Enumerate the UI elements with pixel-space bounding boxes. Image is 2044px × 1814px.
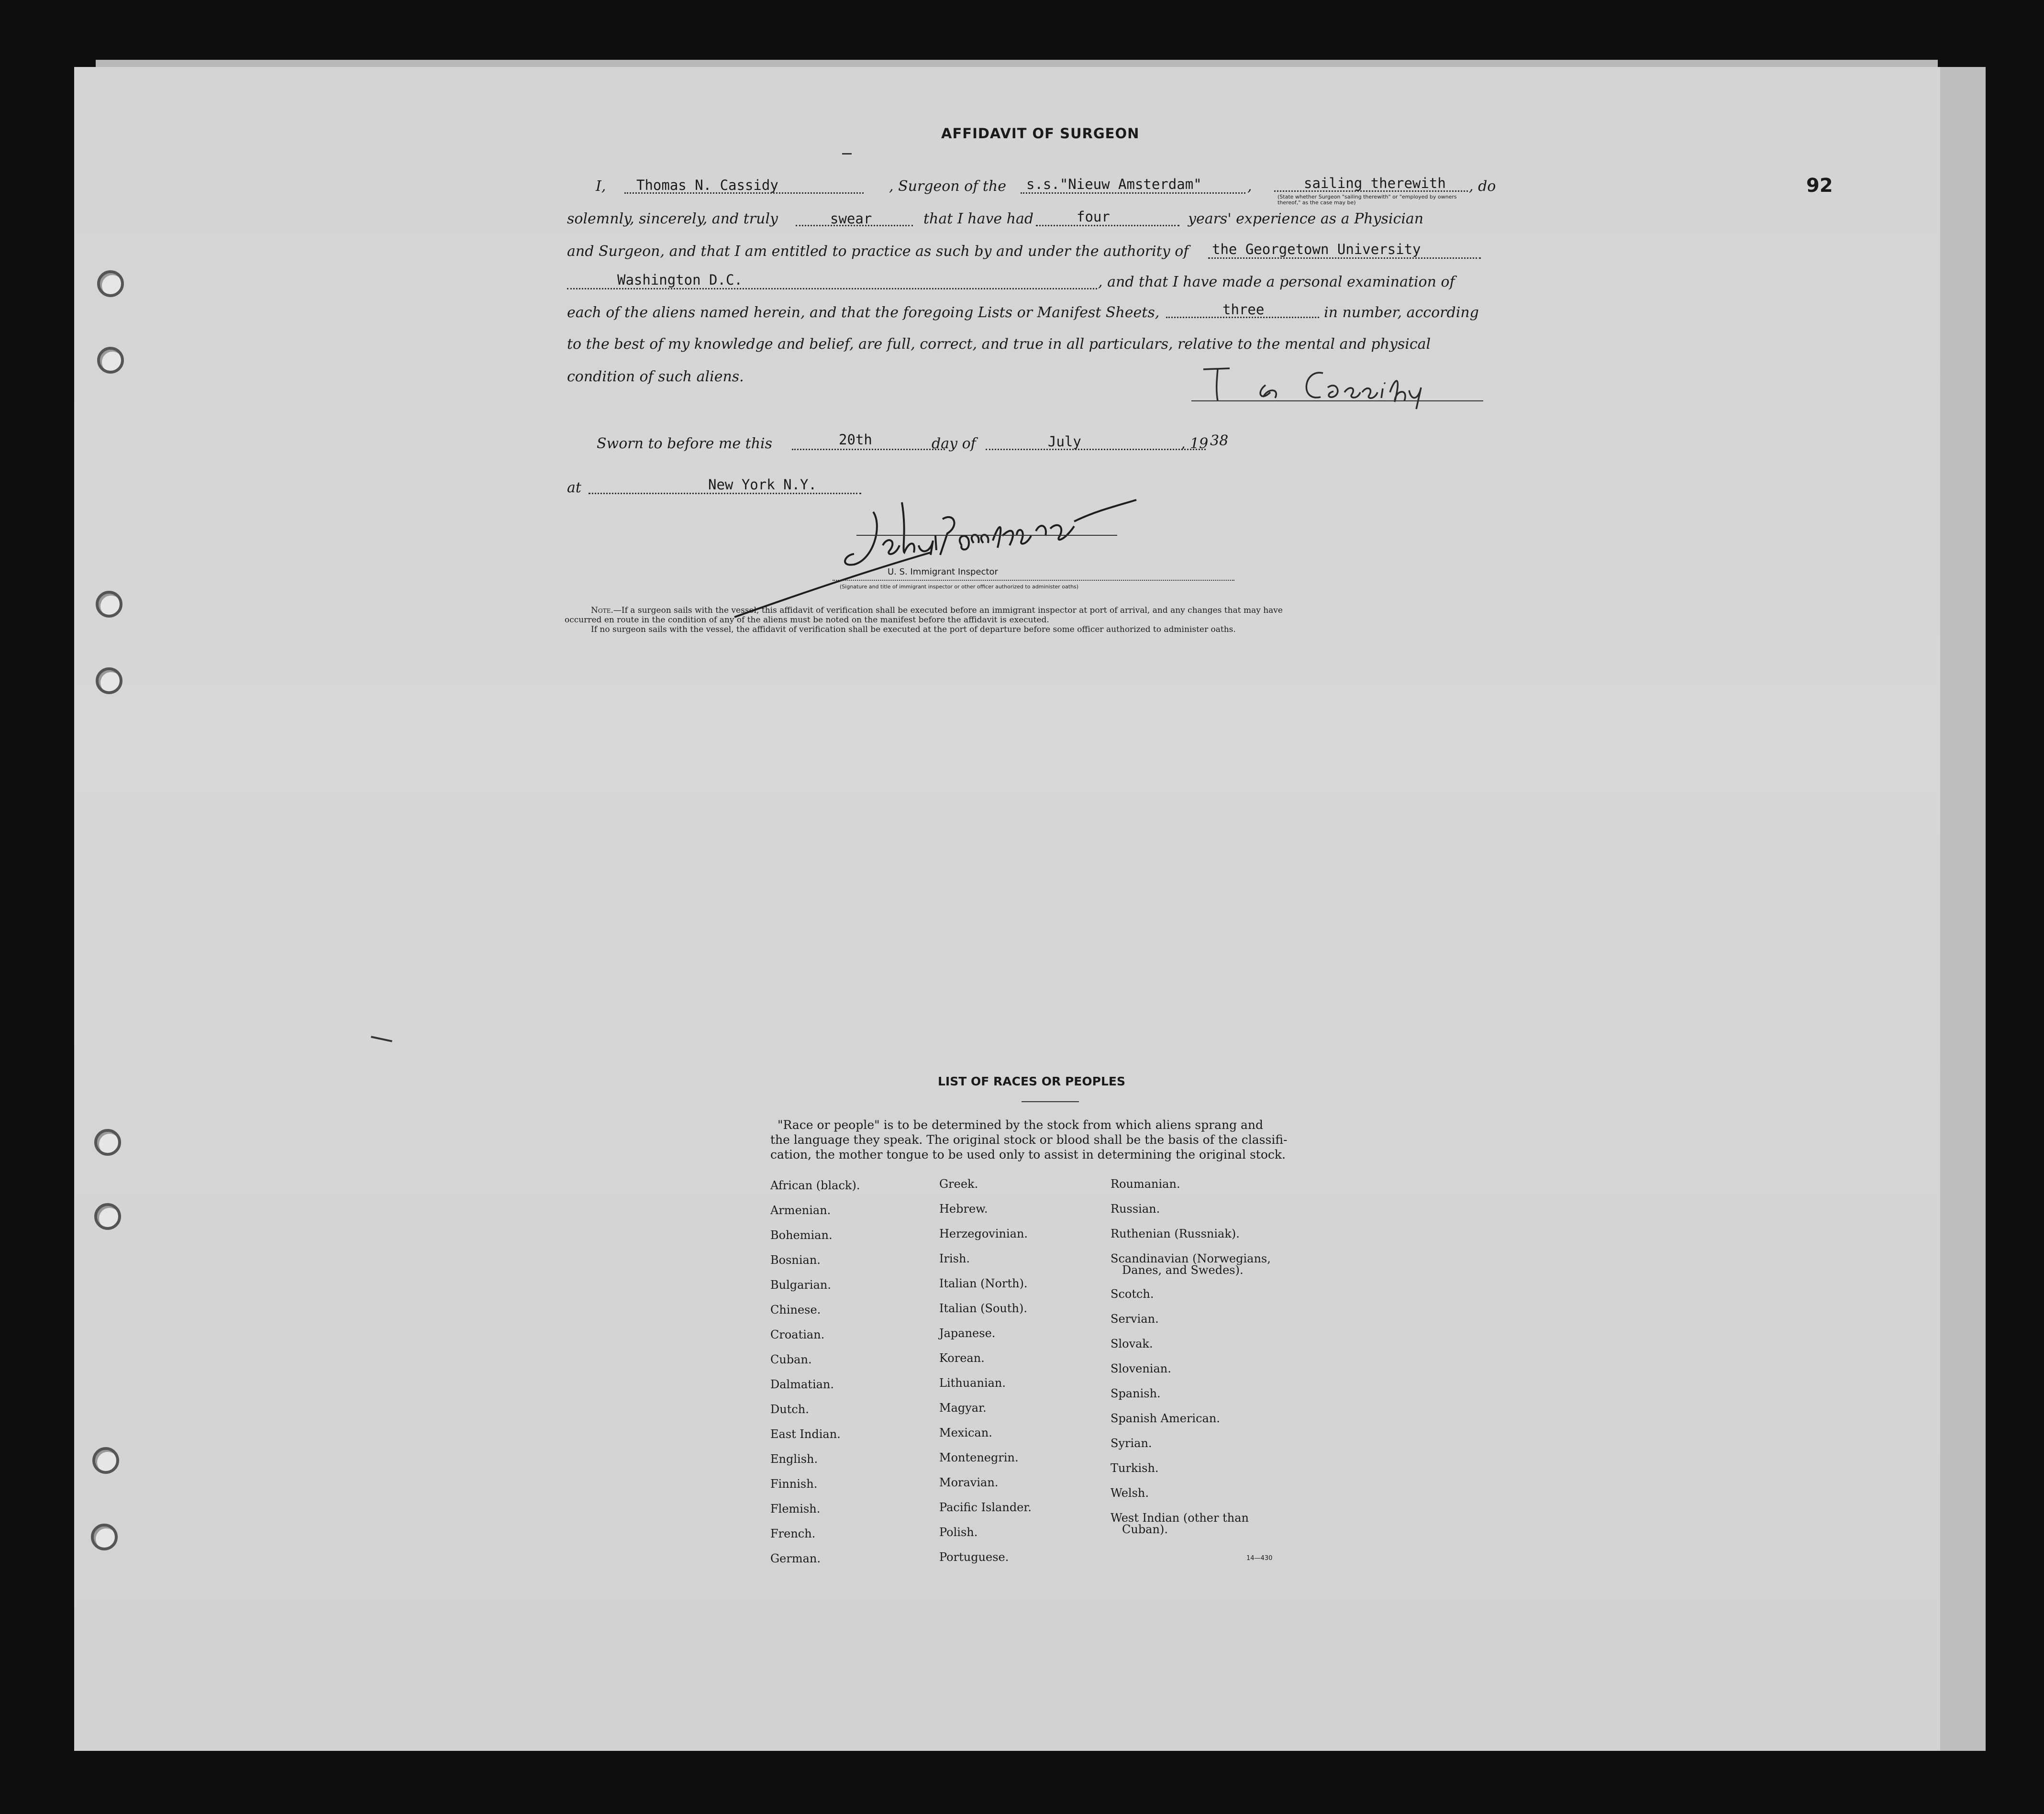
vessel-comma: ,	[1247, 178, 1252, 195]
surgeon-name: Thomas N. Cassidy	[636, 177, 778, 193]
affidavit-title: AFFIDAVIT OF SURGEON	[941, 125, 1140, 142]
inspector-caption: (Signature and title of immigrant inspector or other officer authorized to administer oaths)	[840, 584, 1079, 590]
form-number: 14—430	[1246, 1555, 1273, 1562]
condition-text: condition of such aliens.	[567, 368, 744, 385]
manifest-sheets-text: each of the aliens named herein, and that the foregoing Lists or Manifest Sheets,	[567, 304, 1160, 321]
sailing-line	[1274, 190, 1468, 192]
race-item: Hebrew.	[939, 1202, 988, 1216]
stray-mark	[371, 1036, 392, 1042]
race-item: Japanese.	[939, 1327, 996, 1340]
authority-line	[1208, 257, 1481, 259]
race-item: Greek.	[939, 1177, 978, 1191]
binder-hole-icon	[96, 591, 122, 618]
race-item: Moravian.	[939, 1476, 999, 1489]
race-item: Ruthenian (Russniak).	[1111, 1227, 1240, 1240]
day-of-text: day of	[932, 435, 976, 452]
race-item: Lithuanian.	[939, 1376, 1006, 1390]
inspector-line	[833, 580, 1234, 581]
inspector-upper-line	[856, 535, 1117, 536]
title-dash	[842, 153, 852, 155]
note-line-3: If no surgeon sails with the vessel, the affidavit of verification shall be executed at the port of departure before some officer authorized to administer oaths.	[591, 625, 1236, 634]
manifest-page	[74, 67, 1940, 1751]
race-item: Chinese.	[770, 1303, 821, 1316]
affidavit-i: I,	[596, 178, 606, 195]
sheet-count-line	[1166, 317, 1319, 318]
note-line-2: occurred en route in the condition of any of the aliens must be noted on the manifest before the affidavit is executed.	[565, 615, 1049, 625]
race-item: Finnish.	[770, 1477, 818, 1491]
oath-type: swear	[830, 210, 872, 227]
surgeon-of-text: , Surgeon of the	[889, 178, 1006, 195]
physician-text: years' experience as a Physician	[1188, 210, 1424, 227]
location-line	[567, 288, 1097, 289]
inspector-signature	[730, 474, 1232, 627]
binder-hole-icon	[92, 1447, 119, 1474]
binder-hole-icon	[97, 347, 124, 374]
years-experience: four	[1077, 209, 1110, 225]
race-item: Korean.	[939, 1351, 985, 1365]
page-number: 92	[1806, 175, 1833, 197]
note-label: Note.	[591, 606, 613, 615]
race-item: Spanish American.	[1111, 1412, 1220, 1425]
sailing-hint: (State whether Surgeon "sailing therewith" or "employed by owners thereof," as the case may be)	[1278, 194, 1457, 206]
binder-hole-icon	[94, 1129, 121, 1156]
race-item: Dutch.	[770, 1403, 809, 1416]
binder-hole-icon	[97, 270, 124, 297]
month-line	[986, 449, 1206, 450]
race-item: Magyar.	[939, 1401, 987, 1415]
race-item: Flemish.	[770, 1502, 821, 1515]
race-item: English.	[770, 1452, 818, 1466]
race-item: Turkish.	[1111, 1461, 1159, 1475]
race-item: Croatian.	[770, 1328, 825, 1341]
authority-name: the Georgetown University	[1212, 241, 1421, 257]
sheet-count: three	[1222, 301, 1265, 318]
race-item: French.	[770, 1527, 816, 1540]
race-item: Bulgarian.	[770, 1278, 831, 1292]
race-item: Bohemian.	[770, 1228, 833, 1242]
race-item: Slovak.	[1111, 1337, 1153, 1350]
knowledge-text: to the best of my knowledge and belief, are full, correct, and true in all particulars, relative to the mental and physical	[567, 336, 1431, 353]
race-item: Syrian.	[1111, 1437, 1152, 1450]
race-item: Welsh.	[1111, 1486, 1149, 1500]
race-item: Slovenian.	[1111, 1362, 1171, 1375]
authority-location: Washington D.C.	[617, 272, 743, 288]
sworn-day: 20th	[839, 431, 872, 448]
sworn-place: New York N.Y.	[708, 476, 817, 493]
binder-hole-icon	[96, 667, 122, 694]
race-item: Scandinavian (Norwegians,	[1111, 1252, 1271, 1265]
solemnly-text: solemnly, sincerely, and truly	[567, 210, 778, 227]
race-item: Servian.	[1111, 1312, 1159, 1326]
surgeon-signature	[1184, 359, 1481, 411]
sworn-text: Sworn to before me this	[597, 435, 773, 452]
vessel-line	[1021, 192, 1245, 194]
sailing-status: sailing therewith	[1304, 175, 1446, 191]
oath-line	[796, 225, 913, 226]
race-item: Mexican.	[939, 1426, 992, 1439]
vessel-name: s.s."Nieuw Amsterdam"	[1026, 176, 1202, 192]
sworn-month: July	[1048, 433, 1081, 450]
year-prefix: , 19	[1181, 435, 1209, 452]
race-item: Irish.	[939, 1252, 970, 1265]
races-title-rule	[1022, 1101, 1079, 1102]
race-item: Cuban).	[1122, 1523, 1168, 1536]
have-had-text: that I have had	[923, 210, 1034, 227]
day-line	[792, 449, 945, 450]
race-item: Italian (North).	[939, 1277, 1028, 1290]
race-item: Bosnian.	[770, 1253, 821, 1267]
race-item: Italian (South).	[939, 1302, 1027, 1315]
authority-text: and Surgeon, and that I am entitled to practice as such by and under the authority of	[567, 243, 1189, 260]
note-line-1	[591, 606, 1283, 615]
race-item: East Indian.	[770, 1427, 841, 1441]
examination-text: , and that I have made a personal examination of	[1098, 274, 1455, 290]
race-item: Armenian.	[770, 1204, 831, 1217]
affidavit-do: , do	[1469, 178, 1496, 195]
race-item: Danes, and Swedes).	[1122, 1263, 1244, 1277]
race-item: Cuban.	[770, 1353, 812, 1366]
race-item: African (black).	[770, 1179, 860, 1192]
surgeon-name-line	[624, 192, 864, 194]
race-item: Dalmatian.	[770, 1378, 834, 1391]
race-item: Herzegovinian.	[939, 1227, 1028, 1240]
race-item: German.	[770, 1552, 821, 1565]
races-intro-3: cation, the mother tongue to be used only to assist in determining the original stock.	[770, 1148, 1286, 1161]
binder-hole-icon	[91, 1524, 118, 1550]
race-item: Pacific Islander.	[939, 1501, 1032, 1514]
races-title: LIST OF RACES OR PEOPLES	[938, 1074, 1125, 1088]
binder-hole-icon	[94, 1203, 121, 1230]
years-line	[1036, 225, 1179, 226]
race-item: Roumanian.	[1111, 1177, 1180, 1191]
note-text-1: —If a surgeon sails with the vessel, this affidavit of verification shall be executed before an immigrant inspector at port of arrival, and any changes that may have	[613, 606, 1283, 615]
inspector-title: U. S. Immigrant Inspector	[888, 567, 998, 577]
race-item: West Indian (other than	[1111, 1511, 1249, 1525]
race-item: Scotch.	[1111, 1287, 1154, 1301]
in-number-text: in number, according	[1324, 304, 1479, 321]
race-item: Montenegrin.	[939, 1451, 1019, 1464]
race-item: Spanish.	[1111, 1387, 1161, 1400]
year-suffix: 38	[1210, 432, 1229, 449]
race-item: Polish.	[939, 1526, 978, 1539]
race-item: Portuguese.	[939, 1550, 1009, 1564]
surgeon-signature-line	[1191, 400, 1483, 401]
races-intro-2: the language they speak. The original stock or blood shall be the basis of the classifi-	[770, 1133, 1288, 1147]
race-item: Russian.	[1111, 1202, 1160, 1216]
at-text: at	[567, 479, 581, 496]
races-intro-1: "Race or people" is to be determined by the stock from which aliens sprang and	[778, 1118, 1264, 1132]
